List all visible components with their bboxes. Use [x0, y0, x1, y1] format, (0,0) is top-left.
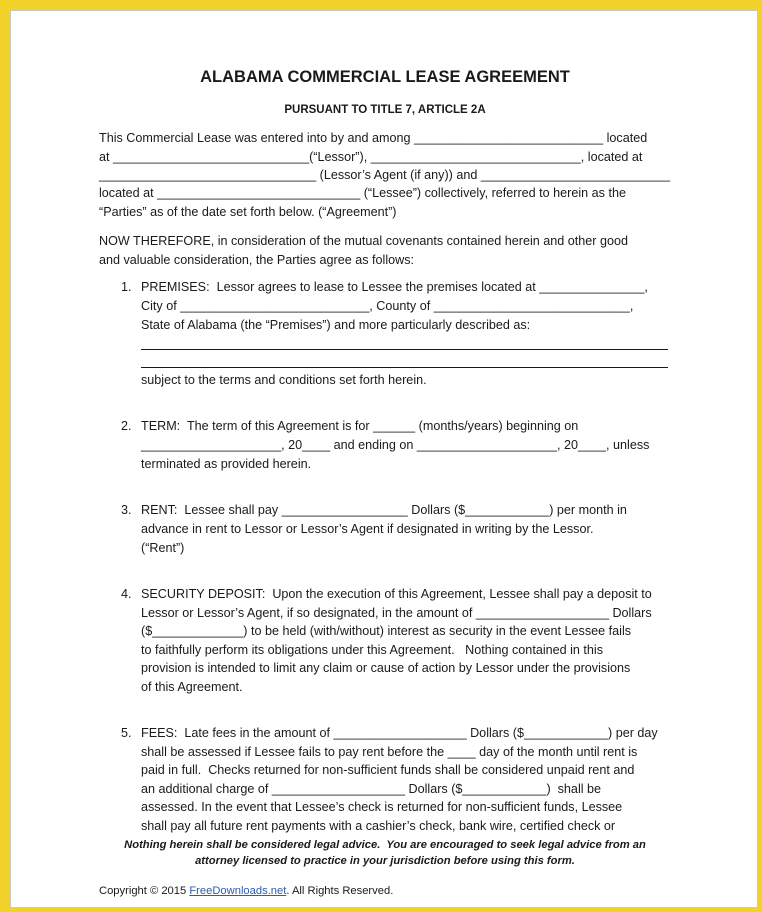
section-number: 4.	[121, 587, 132, 601]
section-line: subject to the terms and conditions set forth herein.	[141, 373, 427, 387]
section-line: paid in full. Checks returned for non-sufficient funds shall be considered unpaid rent and	[141, 763, 635, 777]
intro-line: at ____________________________(“Lessor”), ______________________________, located at	[99, 150, 643, 164]
section-number: 1.	[121, 280, 132, 294]
section-line: TERM: The term of this Agreement is for ______ (months/years) beginning on	[141, 419, 579, 433]
section-number: 2.	[121, 419, 132, 433]
copyright-prefix: Copyright © 2015	[99, 885, 190, 897]
now-therefore-line: NOW THEREFORE, in consideration of the mutual covenants contained herein and other good	[99, 234, 628, 248]
section-line: an additional charge of ___________________ Dollars ($____________) shall be	[141, 782, 602, 796]
copyright-link[interactable]: FreeDownloads.net	[189, 885, 287, 897]
premises-description-blank-line	[141, 349, 668, 350]
section-line: of this Agreement.	[141, 680, 243, 694]
section-line: PREMISES: Lessor agrees to lease to Lessee the premises located at _______________,	[141, 280, 648, 294]
document-page	[10, 10, 758, 908]
document-subtitle: PURSUANT TO TITLE 7, ARTICLE 2A	[284, 104, 486, 116]
section-line: terminated as provided herein.	[141, 457, 312, 471]
section-line: provision is intended to limit any claim or cause of action by Lessor under the provisions	[141, 661, 631, 675]
section-line: assessed. In the event that Lessee’s check is returned for non-sufficient funds, Lessee	[141, 800, 623, 814]
section-line: advance in rent to Lessor or Lessor’s Agent if designated in writing by the Lessor.	[141, 522, 594, 536]
copyright-notice	[99, 884, 393, 899]
section-line: SECURITY DEPOSIT: Upon the execution of this Agreement, Lessee shall pay a deposit to	[141, 587, 652, 601]
section-line: shall be assessed if Lessee fails to pay rent before the ____ day of the month until rent is	[141, 745, 638, 759]
intro-line: _______________________________ (Lessor’s Agent (if any)) and ___________________________	[99, 168, 670, 182]
intro-line: located at _____________________________ (“Lessee”) collectively, referred to herein as the	[99, 186, 626, 200]
copyright-suffix: . All Rights Reserved.	[286, 885, 394, 897]
section-number: 3.	[121, 503, 132, 517]
section-line: Lessor or Lessor’s Agent, if so designated, in the amount of ___________________ Dollars	[141, 606, 652, 620]
premises-description-blank-line	[141, 367, 668, 368]
document-title: ALABAMA COMMERCIAL LEASE AGREEMENT	[200, 68, 570, 86]
section-line: shall pay all future rent payments with a cashier’s check, bank wire, certified check or	[141, 819, 616, 833]
section-line: ($_____________) to be held (with/without) interest as security in the event Lessee fails	[141, 624, 632, 638]
disclaimer-line: attorney licensed to practice in your jurisdiction before using this form.	[195, 855, 575, 867]
section-line: State of Alabama (the “Premises”) and more particularly described as:	[141, 318, 531, 332]
disclaimer-line: Nothing herein shall be considered legal advice. You are encouraged to seek legal advice from an	[124, 839, 646, 851]
section-number: 5.	[121, 726, 132, 740]
section-line: City of ___________________________, County of ____________________________,	[141, 299, 634, 313]
section-line: to faithfully perform its obligations under this Agreement. Nothing contained in this	[141, 643, 604, 657]
section-line: ____________________, 20____ and ending on ____________________, 20____, unless	[141, 438, 650, 452]
section-line: FEES: Late fees in the amount of ___________________ Dollars ($____________) per day	[141, 726, 658, 740]
intro-line: “Parties” as of the date set forth below. (“Agreement”)	[99, 205, 397, 219]
section-line: (“Rent”)	[141, 541, 185, 555]
section-line: RENT: Lessee shall pay __________________ Dollars ($____________) per month in	[141, 503, 627, 517]
intro-line: This Commercial Lease was entered into by and among ___________________________ located	[99, 131, 648, 145]
now-therefore-line: and valuable consideration, the Parties agree as follows:	[99, 253, 415, 267]
